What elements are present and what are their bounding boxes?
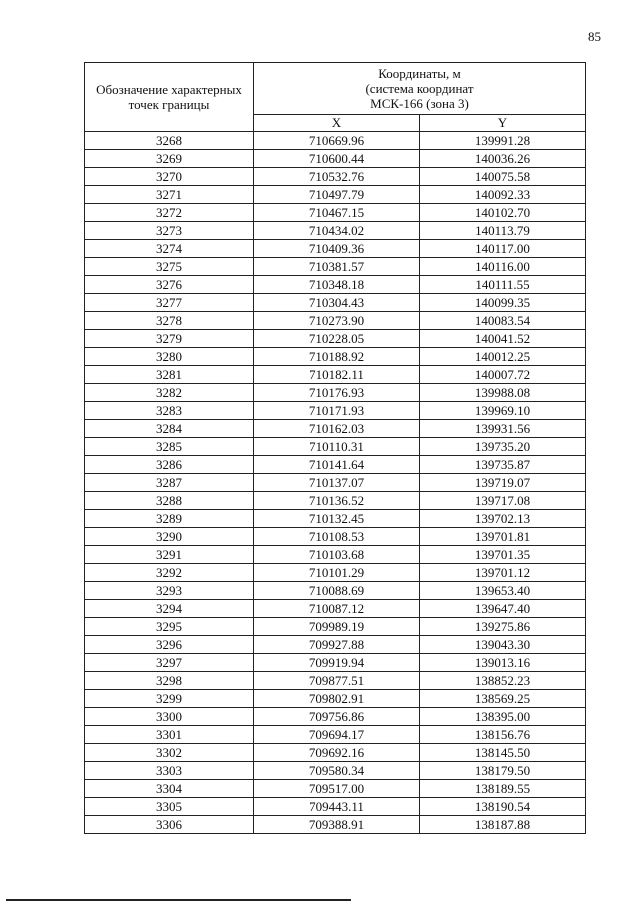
table-row <box>85 654 586 672</box>
point-number-cell: 3280 <box>85 348 254 366</box>
x-coordinate-cell: 709927.88 <box>254 636 420 654</box>
point-number-cell: 3285 <box>85 438 254 456</box>
table-row <box>85 402 586 420</box>
x-coordinate-cell: 710600.44 <box>254 150 420 168</box>
point-number-cell: 3281 <box>85 366 254 384</box>
y-coordinate-cell: 138189.55 <box>420 780 586 798</box>
y-coordinate-cell: 138145.50 <box>420 744 586 762</box>
x-coordinate-cell: 710088.69 <box>254 582 420 600</box>
x-coordinate-cell: 710171.93 <box>254 402 420 420</box>
point-column-header: Обозначение характерных точек границы <box>85 63 254 132</box>
x-coordinate-cell: 710110.31 <box>254 438 420 456</box>
y-coordinate-cell: 140099.35 <box>420 294 586 312</box>
table-row <box>85 762 586 780</box>
point-number-cell: 3297 <box>85 654 254 672</box>
x-coordinate-cell: 710532.76 <box>254 168 420 186</box>
point-number-cell: 3282 <box>85 384 254 402</box>
table-row <box>85 312 586 330</box>
x-coordinate-cell: 709877.51 <box>254 672 420 690</box>
point-number-cell: 3269 <box>85 150 254 168</box>
y-coordinate-cell: 140117.00 <box>420 240 586 258</box>
y-coordinate-cell: 139719.07 <box>420 474 586 492</box>
table-row <box>85 816 586 834</box>
y-coordinate-cell: 139701.81 <box>420 528 586 546</box>
point-number-cell: 3298 <box>85 672 254 690</box>
point-number-cell: 3277 <box>85 294 254 312</box>
y-coordinate-cell: 139701.35 <box>420 546 586 564</box>
table-row <box>85 564 586 582</box>
point-number-cell: 3292 <box>85 564 254 582</box>
y-column-header: Y <box>420 114 586 131</box>
table-row <box>85 618 586 636</box>
table-header <box>85 63 586 132</box>
point-number-cell: 3276 <box>85 276 254 294</box>
y-coordinate-cell: 140012.25 <box>420 348 586 366</box>
x-coordinate-cell: 710108.53 <box>254 528 420 546</box>
point-number-cell: 3268 <box>85 132 254 150</box>
x-coordinate-cell: 710141.64 <box>254 456 420 474</box>
y-coordinate-cell: 140116.00 <box>420 258 586 276</box>
y-coordinate-cell: 140041.52 <box>420 330 586 348</box>
coordinates-table <box>84 62 586 834</box>
coordinates-title: Координаты, м <box>378 65 461 81</box>
y-coordinate-cell: 139647.40 <box>420 600 586 618</box>
table-row <box>85 582 586 600</box>
table-row <box>85 600 586 618</box>
y-coordinate-cell: 140007.72 <box>420 366 586 384</box>
y-coordinate-cell: 140102.70 <box>420 204 586 222</box>
point-number-cell: 3302 <box>85 744 254 762</box>
table-row <box>85 438 586 456</box>
point-number-cell: 3279 <box>85 330 254 348</box>
x-coordinate-cell: 710467.15 <box>254 204 420 222</box>
x-coordinate-cell: 710132.45 <box>254 510 420 528</box>
x-coordinate-cell: 709756.86 <box>254 708 420 726</box>
table-row <box>85 744 586 762</box>
x-coordinate-cell: 710136.52 <box>254 492 420 510</box>
x-coordinate-cell: 710228.05 <box>254 330 420 348</box>
point-number-cell: 3287 <box>85 474 254 492</box>
x-coordinate-cell: 710434.02 <box>254 222 420 240</box>
table-body <box>85 132 586 834</box>
table-row <box>85 276 586 294</box>
x-coordinate-cell: 710182.11 <box>254 366 420 384</box>
y-coordinate-cell: 139717.08 <box>420 492 586 510</box>
table-row <box>85 168 586 186</box>
table-row <box>85 186 586 204</box>
table-row <box>85 330 586 348</box>
y-coordinate-cell: 139043.30 <box>420 636 586 654</box>
y-coordinate-cell: 139969.10 <box>420 402 586 420</box>
point-number-cell: 3290 <box>85 528 254 546</box>
x-coordinate-cell: 710273.90 <box>254 312 420 330</box>
point-number-cell: 3296 <box>85 636 254 654</box>
y-coordinate-cell: 138179.50 <box>420 762 586 780</box>
x-coordinate-cell: 709919.94 <box>254 654 420 672</box>
x-coordinate-cell: 710103.68 <box>254 546 420 564</box>
table-row <box>85 132 586 150</box>
table-row <box>85 348 586 366</box>
x-coordinate-cell: 710137.07 <box>254 474 420 492</box>
y-coordinate-cell: 139735.20 <box>420 438 586 456</box>
point-number-cell: 3288 <box>85 492 254 510</box>
point-number-cell: 3278 <box>85 312 254 330</box>
point-number-cell: 3284 <box>85 420 254 438</box>
table-row <box>85 384 586 402</box>
table-row <box>85 726 586 744</box>
y-coordinate-cell: 138395.00 <box>420 708 586 726</box>
footer-rule <box>6 899 351 901</box>
table-row <box>85 708 586 726</box>
x-coordinate-cell: 710162.03 <box>254 420 420 438</box>
y-coordinate-cell: 139701.12 <box>420 564 586 582</box>
table-row <box>85 690 586 708</box>
point-number-cell: 3293 <box>85 582 254 600</box>
point-number-cell: 3306 <box>85 816 254 834</box>
y-coordinate-cell: 139653.40 <box>420 582 586 600</box>
x-coordinate-cell: 710176.93 <box>254 384 420 402</box>
x-coordinate-cell: 710381.57 <box>254 258 420 276</box>
table-row <box>85 492 586 510</box>
y-coordinate-cell: 138156.76 <box>420 726 586 744</box>
point-number-cell: 3283 <box>85 402 254 420</box>
y-coordinate-cell: 140111.55 <box>420 276 586 294</box>
x-coordinate-cell: 710188.92 <box>254 348 420 366</box>
table-row <box>85 366 586 384</box>
point-number-cell: 3271 <box>85 186 254 204</box>
table-row <box>85 780 586 798</box>
point-number-cell: 3274 <box>85 240 254 258</box>
y-coordinate-cell: 140036.26 <box>420 150 586 168</box>
x-coordinate-cell: 709443.11 <box>254 798 420 816</box>
table-row <box>85 672 586 690</box>
point-number-cell: 3299 <box>85 690 254 708</box>
point-number-cell: 3289 <box>85 510 254 528</box>
y-coordinate-cell: 139702.13 <box>420 510 586 528</box>
y-coordinate-cell: 138852.23 <box>420 672 586 690</box>
x-coordinate-cell: 710497.79 <box>254 186 420 204</box>
y-coordinate-cell: 140075.58 <box>420 168 586 186</box>
point-number-cell: 3286 <box>85 456 254 474</box>
y-coordinate-cell: 140083.54 <box>420 312 586 330</box>
y-coordinate-cell: 139931.56 <box>420 420 586 438</box>
coordinates-system: (система координат <box>365 80 474 96</box>
point-number-cell: 3305 <box>85 798 254 816</box>
x-coordinate-cell: 709388.91 <box>254 816 420 834</box>
point-number-cell: 3291 <box>85 546 254 564</box>
x-coordinate-cell: 709694.17 <box>254 726 420 744</box>
y-coordinate-cell: 139988.08 <box>420 384 586 402</box>
table-row <box>85 240 586 258</box>
table-row <box>85 258 586 276</box>
table-row <box>85 546 586 564</box>
x-coordinate-cell: 709580.34 <box>254 762 420 780</box>
table-row <box>85 474 586 492</box>
y-coordinate-cell: 139275.86 <box>420 618 586 636</box>
table-row <box>85 510 586 528</box>
x-coordinate-cell: 710087.12 <box>254 600 420 618</box>
point-number-cell: 3300 <box>85 708 254 726</box>
point-number-cell: 3303 <box>85 762 254 780</box>
y-coordinate-cell: 140113.79 <box>420 222 586 240</box>
point-number-cell: 3301 <box>85 726 254 744</box>
x-column-header: X <box>254 114 420 131</box>
x-coordinate-cell: 710669.96 <box>254 132 420 150</box>
y-coordinate-cell: 139735.87 <box>420 456 586 474</box>
coordinates-zone: МСК-166 (зона 3) <box>370 95 469 111</box>
coordinates-column-header <box>254 63 586 115</box>
table-row <box>85 528 586 546</box>
y-coordinate-cell: 138569.25 <box>420 690 586 708</box>
point-number-cell: 3304 <box>85 780 254 798</box>
x-coordinate-cell: 709802.91 <box>254 690 420 708</box>
y-coordinate-cell: 139013.16 <box>420 654 586 672</box>
table-row <box>85 294 586 312</box>
point-number-cell: 3294 <box>85 600 254 618</box>
table-row <box>85 420 586 438</box>
x-coordinate-cell: 710101.29 <box>254 564 420 582</box>
point-number-cell: 3270 <box>85 168 254 186</box>
table-row <box>85 150 586 168</box>
point-number-cell: 3275 <box>85 258 254 276</box>
table-row <box>85 456 586 474</box>
x-coordinate-cell: 709692.16 <box>254 744 420 762</box>
y-coordinate-cell: 140092.33 <box>420 186 586 204</box>
x-coordinate-cell: 710409.36 <box>254 240 420 258</box>
table-row <box>85 204 586 222</box>
table-row <box>85 636 586 654</box>
table-row <box>85 798 586 816</box>
y-coordinate-cell: 139991.28 <box>420 132 586 150</box>
table-row <box>85 222 586 240</box>
x-coordinate-cell: 709989.19 <box>254 618 420 636</box>
x-coordinate-cell: 710304.43 <box>254 294 420 312</box>
y-coordinate-cell: 138190.54 <box>420 798 586 816</box>
x-coordinate-cell: 709517.00 <box>254 780 420 798</box>
point-number-cell: 3295 <box>85 618 254 636</box>
point-number-cell: 3273 <box>85 222 254 240</box>
y-coordinate-cell: 138187.88 <box>420 816 586 834</box>
point-number-cell: 3272 <box>85 204 254 222</box>
page-number: 85 <box>588 29 601 44</box>
x-coordinate-cell: 710348.18 <box>254 276 420 294</box>
